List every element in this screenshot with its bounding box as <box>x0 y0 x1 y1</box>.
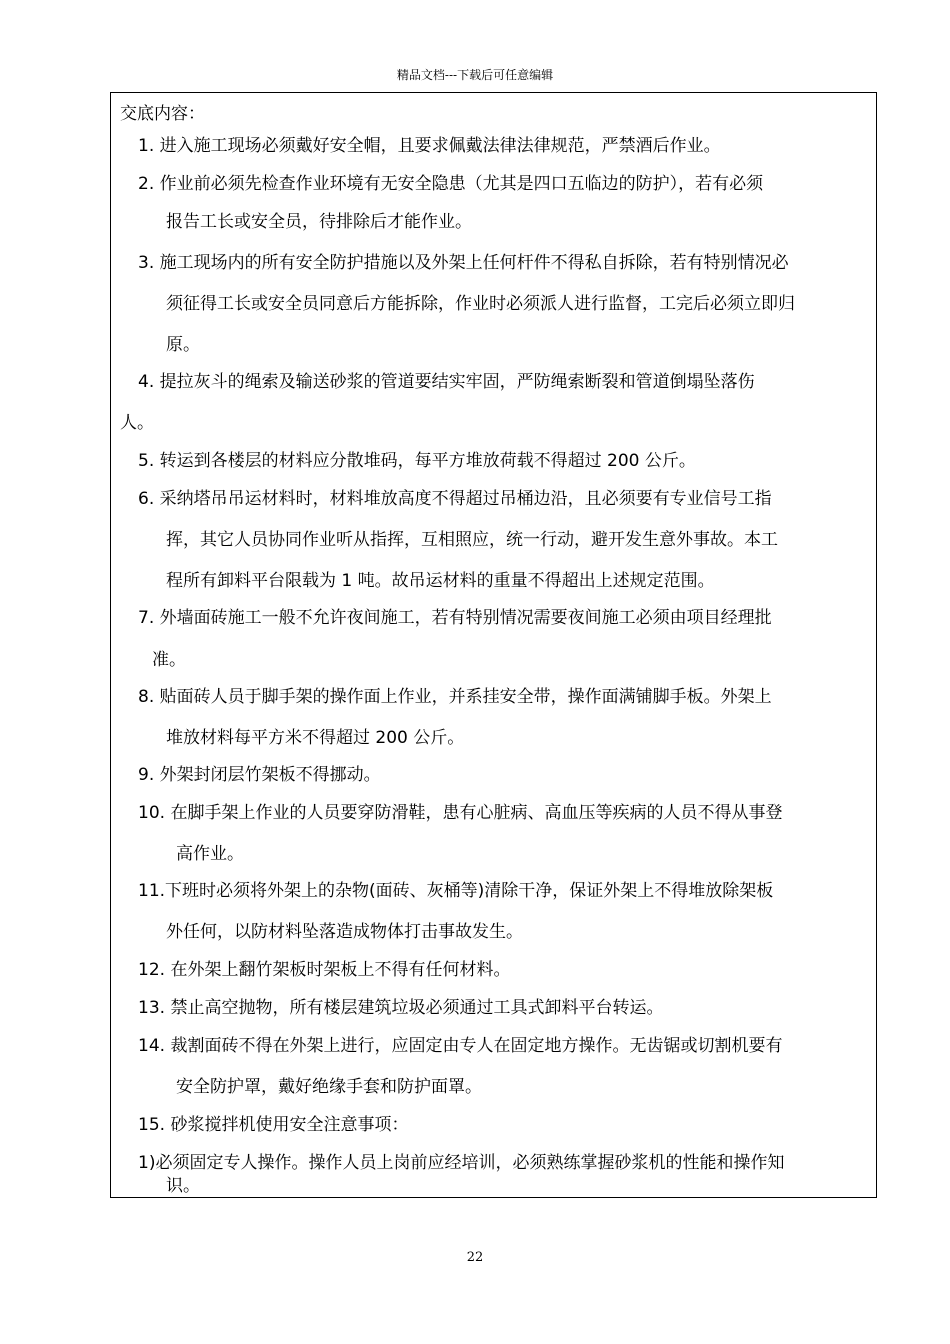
text-line: 准。 <box>152 650 186 670</box>
text-line: 8. 贴面砖人员于脚手架的操作面上作业，并系挂安全带，操作面满铺脚手板。外架上 <box>138 687 772 707</box>
text-line: 7. 外墙面砖施工一般不允许夜间施工，若有特别情况需要夜间施工必须由项目经理批 <box>138 608 772 628</box>
text-line: 识。 <box>166 1176 200 1196</box>
text-line: 4. 提拉灰斗的绳索及输送砂浆的管道要结实牢固，严防绳索断裂和管道倒塌坠落伤 <box>138 372 755 392</box>
text-line: 程所有卸料平台限载为 1 吨。故吊运材料的重量不得超出上述规定范围。 <box>166 571 715 591</box>
text-line: 3. 施工现场内的所有安全防护措施以及外架上任何杆件不得私自拆除，若有特别情况必 <box>138 253 789 273</box>
text-line: 堆放材料每平方米不得超过 200 公斤。 <box>166 728 465 748</box>
text-line: 高作业。 <box>176 844 244 864</box>
text-line: 挥，其它人员协同作业听从指挥，互相照应，统一行动，避开发生意外事故。本工 <box>166 530 778 550</box>
text-line: 1)必须固定专人操作。操作人员上岗前应经培训，必须熟练掌握砂浆机的性能和操作知 <box>138 1153 785 1173</box>
text-line: 10. 在脚手架上作业的人员要穿防滑鞋，患有心脏病、高血压等疾病的人员不得从事登 <box>138 803 783 823</box>
text-line: 外任何，以防材料坠落造成物体打击事故发生。 <box>166 922 523 942</box>
text-line: 1. 进入施工现场必须戴好安全帽，且要求佩戴法律法律规范，严禁酒后作业。 <box>138 136 721 156</box>
text-line: 2. 作业前必须先检查作业环境有无安全隐患（尤其是四口五临边的防护），若有必须 <box>138 174 764 194</box>
text-line: 报告工长或安全员，待排除后才能作业。 <box>166 212 472 232</box>
text-line: 11.下班时必须将外架上的杂物(面砖、灰桶等)清除干净，保证外架上不得堆放除架板 <box>138 881 774 901</box>
text-line: 9. 外架封闭层竹架板不得挪动。 <box>138 765 381 785</box>
text-line: 安全防护罩，戴好绝缘手套和防护面罩。 <box>176 1077 482 1097</box>
page-number: 22 <box>466 1250 484 1265</box>
text-line: 12. 在外架上翻竹架板时架板上不得有任何材料。 <box>138 960 511 980</box>
section-title: 交底内容： <box>120 104 205 124</box>
text-line: 6. 采纳塔吊吊运材料时，材料堆放高度不得超过吊桶边沿，且必须要有专业信号工指 <box>138 489 772 509</box>
text-line: 15. 砂浆搅拌机使用安全注意事项： <box>138 1115 409 1135</box>
text-line: 须征得工长或安全员同意后方能拆除，作业时必须派人进行监督，工完后必须立即归 <box>166 294 795 314</box>
text-line: 5. 转运到各楼层的材料应分散堆码，每平方堆放荷载不得超过 200 公斤。 <box>138 451 696 471</box>
page-header: 精品文档---下载后可任意编辑 <box>396 68 554 82</box>
text-line: 人。 <box>120 413 154 433</box>
text-line: 13. 禁止高空抛物，所有楼层建筑垃圾必须通过工具式卸料平台转运。 <box>138 998 664 1018</box>
text-line: 原。 <box>166 335 200 355</box>
text-line: 14. 裁割面砖不得在外架上进行，应固定由专人在固定地方操作。无齿锯或切割机要有 <box>138 1036 783 1056</box>
